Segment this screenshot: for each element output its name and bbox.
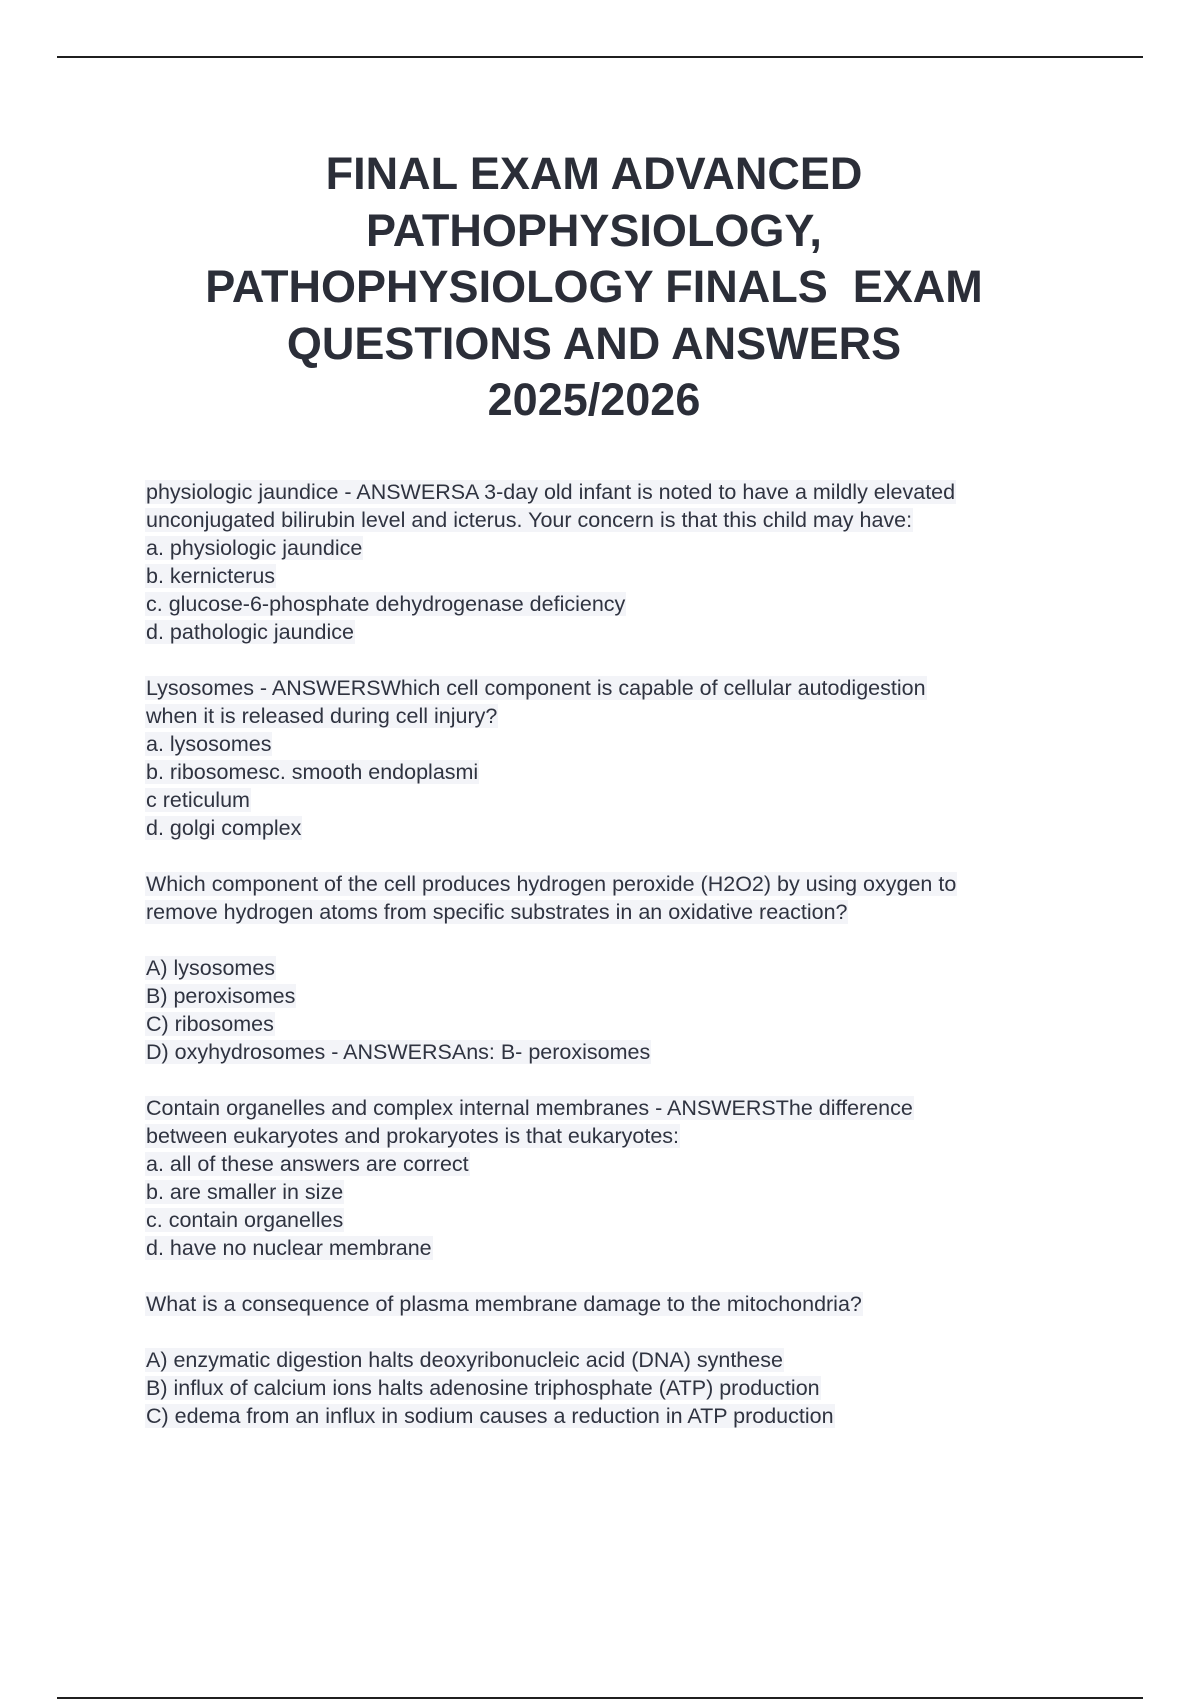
text-line xyxy=(145,1150,1095,1178)
text-line xyxy=(145,870,1095,898)
text-line-content: d. golgi complex xyxy=(146,816,302,840)
question-block xyxy=(145,674,1095,842)
title-line: PATHOPHYSIOLOGY, xyxy=(366,204,822,256)
text-line xyxy=(145,1094,1095,1122)
title-line: PATHOPHYSIOLOGY FINALS EXAM xyxy=(205,261,983,312)
question-block xyxy=(145,1290,1095,1430)
text-line-content: d. pathologic jaundice xyxy=(146,620,354,644)
text-line-content: Contain organelles and complex internal membranes - ANSWERSThe difference xyxy=(146,1096,913,1120)
text-line-content: b. ribosomesc. smooth endoplasmi xyxy=(146,760,479,784)
text-line xyxy=(145,618,1095,646)
text-line xyxy=(145,562,1095,590)
text-line-content: A) enzymatic digestion halts deoxyribonucleic acid (DNA) synthese xyxy=(146,1348,783,1372)
text-line-content: c. contain organelles xyxy=(146,1208,344,1232)
text-line-content: D) oxyhydrosomes - ANSWERSAns: B- peroxisomes xyxy=(146,1040,651,1064)
title-line: FINAL EXAM ADVANCED xyxy=(325,148,863,199)
text-line-content: b. are smaller in size xyxy=(146,1180,344,1204)
text-line-content: B) peroxisomes xyxy=(146,984,296,1008)
text-line xyxy=(145,1038,1095,1066)
text-line xyxy=(145,898,1095,926)
text-line xyxy=(145,786,1095,814)
text-line xyxy=(145,982,1095,1010)
text-line-content: d. have no nuclear membrane xyxy=(146,1236,432,1260)
text-line-content: c. glucose-6-phosphate dehydrogenase deficiency xyxy=(146,592,626,616)
text-line xyxy=(145,590,1095,618)
text-line-content: c reticulum xyxy=(146,788,250,812)
top-divider xyxy=(57,56,1143,58)
text-line-content: a. lysosomes xyxy=(146,732,272,756)
text-line-content: unconjugated bilirubin level and icterus. Your concern is that this child may have: xyxy=(146,508,913,532)
text-line xyxy=(145,1402,1095,1430)
text-line xyxy=(145,1010,1095,1038)
text-line-content: a. physiologic jaundice xyxy=(146,536,363,560)
text-line xyxy=(145,1178,1095,1206)
text-line xyxy=(145,1122,1095,1150)
text-line-content: Which component of the cell produces hydrogen peroxide (H2O2) by using oxygen to xyxy=(146,872,957,896)
text-line xyxy=(145,702,1095,730)
text-line xyxy=(145,730,1095,758)
text-line-content: when it is released during cell injury? xyxy=(146,704,498,728)
text-line-content: physiologic jaundice - ANSWERSA 3-day old infant is noted to have a mildly elevated xyxy=(146,480,956,504)
text-line-content: B) influx of calcium ions halts adenosine triphosphate (ATP) production xyxy=(146,1376,820,1400)
text-line-content: What is a consequence of plasma membrane damage to the mitochondria? xyxy=(146,1292,862,1316)
question-block xyxy=(145,1094,1095,1262)
text-line xyxy=(145,1290,1095,1318)
text-line-content: a. all of these answers are correct xyxy=(146,1152,469,1176)
text-line-content: C) edema from an influx in sodium causes a reduction in ATP production xyxy=(146,1404,834,1428)
text-line xyxy=(145,1206,1095,1234)
question-block xyxy=(145,478,1095,646)
text-line-content: between eukaryotes and prokaryotes is that eukaryotes: xyxy=(146,1124,680,1148)
question-block xyxy=(145,870,1095,1066)
blank-line xyxy=(145,1318,1095,1346)
text-line xyxy=(145,1346,1095,1374)
text-line-content: remove hydrogen atoms from specific substrates in an oxidative reaction? xyxy=(146,900,848,924)
text-line xyxy=(145,954,1095,982)
title-line: 2025/2026 xyxy=(487,374,701,425)
title-line: QUESTIONS AND ANSWERS xyxy=(286,317,902,369)
text-line xyxy=(145,814,1095,842)
text-line-content: C) ribosomes xyxy=(146,1012,274,1036)
document-title xyxy=(120,146,1068,429)
text-line xyxy=(145,506,1095,534)
text-line xyxy=(145,1234,1095,1262)
text-line xyxy=(145,534,1095,562)
blank-line xyxy=(145,926,1095,954)
text-line-content: A) lysosomes xyxy=(146,956,276,980)
text-line-content: Lysosomes - ANSWERSWhich cell component is capable of cellular autodigestion xyxy=(146,676,926,700)
text-line-content: b. kernicterus xyxy=(146,564,276,588)
text-line xyxy=(145,478,1095,506)
text-line xyxy=(145,758,1095,786)
text-line xyxy=(145,1374,1095,1402)
question-list xyxy=(145,478,1095,1458)
text-line xyxy=(145,674,1095,702)
bottom-divider xyxy=(57,1697,1143,1699)
